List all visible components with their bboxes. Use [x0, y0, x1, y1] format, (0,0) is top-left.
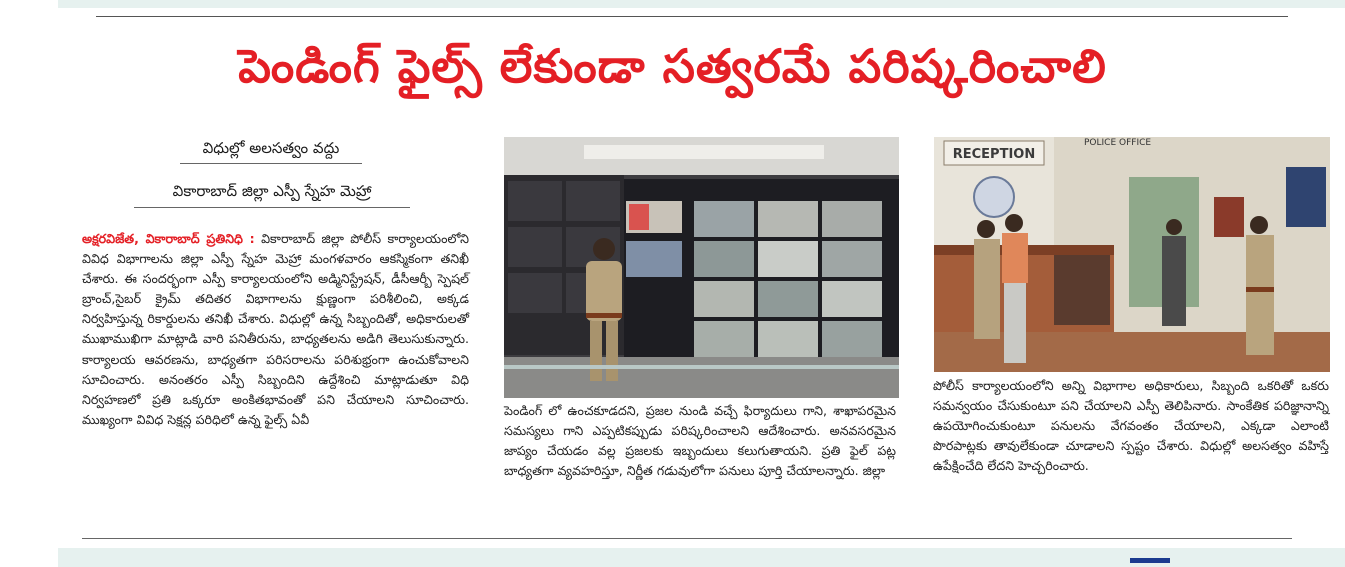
- control-room-photo: [504, 137, 899, 398]
- reception-photo: [934, 137, 1330, 372]
- subheading-1: విధుల్లో అలసత్వం వద్దు: [180, 138, 362, 164]
- police-office-sign-text: POLICE OFFICE: [1084, 138, 1152, 148]
- article-column-3: పోలీస్ కార్యాలయంలోని అన్ని విభాగాల అధికారులు, సిబ్బంది ఒకరితో ఒకరు సమన్వయం చేసుకుంటూ పని చేయాలని ఎస్పీ తెలిపినారు. సాంకేతిక పరిజ్ఞానాన్ని ఉపయోగించుకుంటూ పనులను వేగవంతం చేయాలని, ఎక్కడా ఎలాంటి పొరపాట్లకు తావులేకుండా చూడాలని స్పష్టం చేశారు. విధుల్లో అలసత్వం వహిస్తే ఉపేక్షించేది లేదని హెచ్చరించారు.: [933, 378, 1329, 474]
- article-column-2: పెండింగ్ లో ఉంచకూడదని, ప్రజల నుండి వచ్చే ఫిర్యాదులు గాని, శాఖాపరమైన సమస్యలు గాని ఎప్పటికప్పుడు పరిష్కరించాలని ఆదేశించారు. అనవసరమైన జాప్యం చేయడం వల్ల ప్రజలకు ఇబ్బందులు కలుగుతాయని. ప్రతి ఫైల్ పట్ల బాధ్యతగా వ్యవహరిస్తూ, నిర్ణీత గడువులోగా పనులు పూర్తి చేయాలన్నారు. జిల్లా: [504, 403, 896, 479]
- bottom-logo-fragment: [1130, 558, 1170, 563]
- bottom-divider: [82, 538, 1292, 539]
- subheading-2: వికారాబాద్ జిల్లా ఎస్పీ స్నేహ మెహ్రా: [134, 181, 410, 208]
- top-divider: [96, 16, 1288, 17]
- dateline: అక్షరవిజేత, వికారాబాద్ ప్రతినిధి :: [82, 231, 255, 246]
- article-column-1: [82, 229, 469, 430]
- reception-sign-text: RECEPTION: [952, 147, 1036, 162]
- column-1-text: వికారాబాద్ జిల్లా పోలీస్ కార్యాలయంలోని వివిధ విభాగాలను జిల్లా ఎస్పీ స్నేహ మెహ్రా మంగళవారం ఆకస్మికంగా తనిఖీ చేశారు. ఈ సందర్భంగా ఎస్పీ కార్యాలయంలోని అడ్మినిస్ట్రేషన్, డీసీఆర్బీ స్పెషల్ బ్రాంచ్,సైబర్ క్రైమ్ తదితర విభాగాలను క్షుణ్ణంగా పరిశీలించి, అక్కడ నిర్వహిస్తున్న రికార్డులను తనిఖీ చేశారు. విధుల్లో ఉన్న సిబ్బందితో, అధికారులతో ముఖాముఖిగా మాట్లాడి వారి పనితీరును, బాధ్యతలను అడిగి తెలుసుకున్నారు. కార్యాలయ ఆవరణను, బాధ్యతగా పరిసరాలను పరిశుభ్రంగా ఉంచుకోవాలని సూచించారు. అనంతరం ఎస్పీ సిబ్బందిని ఉద్దేశించి మాట్లాడుతూ విధి నిర్వహణలో ప్రతి ఒక్కరూ అంకితభావంతో పని చేయాలని సూచించారు. ముఖ్యంగా వివిధ సెక్షన్ల పరిధిలో ఉన్న ఫైల్స్ ఏవీ: [82, 231, 469, 427]
- top-color-band: [58, 0, 1345, 8]
- article-headline: పెండింగ్ ఫైల్స్ లేకుండా సత్వరమే పరిష్కరించాలి: [238, 39, 1107, 93]
